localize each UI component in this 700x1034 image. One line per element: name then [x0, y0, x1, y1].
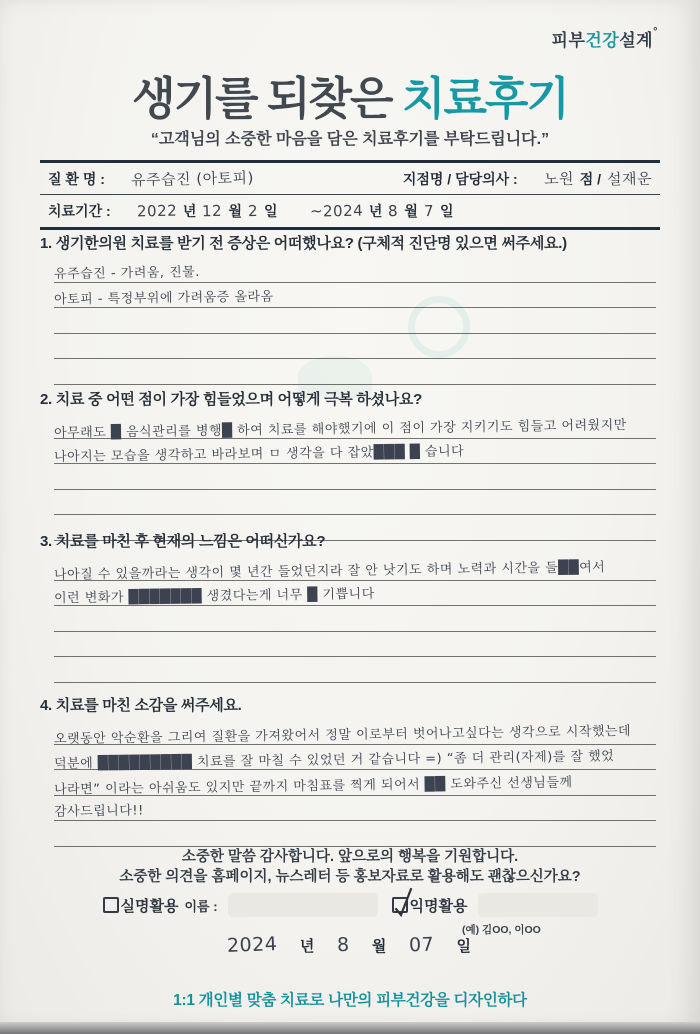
answer-line	[54, 555, 656, 581]
answer-line	[54, 581, 656, 607]
info-row-period	[40, 195, 660, 227]
disease-value-handwritten: 유주습진 (아토피)	[130, 168, 254, 190]
branch-unit: 점 /	[579, 170, 602, 187]
unit-year: 년	[368, 203, 383, 219]
period-end-month: 8	[388, 201, 399, 221]
handwritten-answer: 감사드립니다!!	[53, 803, 144, 820]
handwritten-answer: 유주습진 - 가려움, 진물.	[53, 264, 201, 282]
date-year-handwritten: 2024	[226, 933, 278, 957]
question-text: 치료 중 어떤 점이 가장 힘들었으며 어떻게 극복 하셨나요?	[55, 391, 422, 408]
name-input-box[interactable]	[228, 893, 378, 917]
question-text: 생기한의원 치료를 받기 전 증상은 어떠했나요? (구체적 진단명 있으면 써주세요.)	[55, 235, 567, 252]
answer-line	[54, 257, 656, 283]
answer-line	[54, 413, 656, 439]
unit-year: 년	[299, 938, 315, 955]
question-1-section	[40, 232, 660, 385]
question-text: 치료를 마친 후 현재의 느낌은 어떠신가요?	[55, 533, 326, 550]
period-end-year: 2024	[322, 201, 364, 221]
unit-day: 일	[456, 938, 471, 955]
handwritten-answer: 나아질 수 있을까라는 생각이 몇 년간 들었던지라 잘 안 낫기도 하며 노력과 시간을 들██여서	[53, 559, 606, 583]
anonymous-label: 익명활용	[409, 897, 468, 915]
handwritten-answer: 오랫동안 악순환을 그리여 질환을 가져왔어서 정말 이로부터 벗어나고싶다는 생각으로 시작했는데	[53, 723, 632, 747]
answer-line	[54, 606, 656, 632]
period-tilde: ~	[309, 201, 323, 221]
thanks-line-2: 소중한 의견을 홈페이지, 뉴스레터 등 홍보자료로 활용해도 괜찮으신가요?	[119, 868, 581, 885]
handwritten-answer: 나라면” 이라는 아쉬움도 있지만 끝까지 마침표를 찍게 되어서 ██ 도와주신 선생님들께	[53, 774, 573, 798]
patient-info-table	[40, 160, 660, 230]
handwritten-answer: 아무래도 █ 음식관리를 병행█ 하여 치료를 해야했기에 이 점이 가장 지키기도 힘들고 어려웠지만	[53, 417, 627, 441]
unit-month: 월	[371, 938, 387, 955]
answer-line	[54, 283, 656, 309]
title-accent: 치료후기	[401, 73, 568, 124]
question-number: 3.	[40, 533, 52, 550]
handwritten-answer: 덕분에 █████████ 치료를 잘 마칠 수 있었던 거 같습니다 =) “좀 더 관리(자제)를 잘 했었	[53, 749, 615, 772]
handwritten-answer: 나아지는 모습을 생각하고 바라보며 ㅁ 생각을 다 잡았███ █ 습니다	[53, 444, 465, 465]
branch-doctor-label: 지점명 / 담당의사 :	[402, 170, 518, 187]
answer-line	[54, 490, 656, 516]
question-number: 4.	[40, 697, 52, 714]
logo-accent-text: 건강	[585, 31, 620, 50]
date-day-handwritten: 07	[408, 933, 435, 957]
unit-day: 일	[440, 203, 454, 219]
name-field-label: 이름 :	[184, 898, 218, 914]
question-text: 치료를 마친 소감을 써주세요.	[55, 697, 242, 714]
branch-value-handwritten: 노원	[543, 169, 574, 189]
question-3-section	[40, 530, 660, 683]
answer-line	[54, 308, 656, 334]
question-1-title	[40, 232, 660, 253]
anonymous-example-text: (예) 김OO, 이OO	[462, 924, 541, 936]
logo-text: 피부	[551, 31, 586, 50]
logo-degree-mark: °	[653, 26, 658, 38]
consent-options	[0, 893, 700, 917]
period-start-month: 12	[202, 201, 223, 221]
handwritten-answer: 이런 변화가 ███████ 생겼다는게 너무 █ 기쁩니다	[53, 586, 375, 607]
question-4-title	[40, 694, 660, 715]
unit-year: 년	[182, 203, 197, 219]
doctor-value-handwritten: 설재운	[606, 169, 653, 189]
answer-line	[54, 719, 656, 745]
real-name-label: 실명활용	[120, 897, 179, 915]
question-4-section	[40, 694, 660, 847]
photo-bottom-edge	[0, 1022, 700, 1034]
logo-text-suffix: 설계	[619, 31, 654, 50]
thanks-text	[0, 848, 700, 887]
title-prefix: 생기를 되찾은	[132, 73, 402, 124]
page-title	[0, 62, 700, 127]
info-row-disease	[40, 163, 660, 195]
answer-line	[54, 745, 656, 771]
period-label: 치료기간 :	[48, 203, 111, 219]
period-start-year: 2022	[136, 201, 178, 221]
unit-day: 일	[264, 203, 278, 219]
period-start-day: 2	[247, 201, 259, 221]
answer-line	[54, 632, 656, 658]
brand-logo	[552, 26, 658, 51]
answer-line	[54, 464, 656, 490]
anonymous-checkbox[interactable]	[392, 897, 408, 913]
question-3-title	[40, 530, 660, 551]
page-subtitle: “고객님의 소중한 마음을 담은 치료후기를 부탁드립니다.”	[150, 131, 550, 148]
footer-slogan: 1:1 개인별 맞춤 치료로 나만의 피부건강을 디자인하다	[173, 992, 527, 1009]
real-name-checkbox[interactable]	[103, 897, 119, 913]
question-2-title	[40, 388, 660, 409]
answer-line	[54, 821, 656, 847]
question-2-section	[40, 388, 660, 541]
answer-line	[54, 334, 656, 360]
answer-line	[54, 359, 656, 385]
period-end-day: 7	[423, 201, 435, 221]
handwritten-answer: 아토피 - 특정부위에 가려움증 올라옴	[53, 289, 274, 308]
unit-month: 월	[404, 203, 418, 219]
question-number: 2.	[40, 391, 52, 408]
question-number: 1.	[40, 235, 52, 252]
thanks-line-1: 소중한 말씀 감사합니다. 앞으로의 행복을 기원합니다.	[181, 849, 519, 865]
answer-line	[54, 657, 656, 683]
anonymous-input-box[interactable]	[478, 893, 598, 917]
handwritten-check-icon	[391, 885, 417, 919]
anonymous-option	[392, 893, 598, 917]
disease-label: 질 환 명 :	[48, 170, 105, 187]
real-name-option	[103, 893, 378, 917]
answer-line	[54, 439, 656, 465]
date-month-handwritten: 8	[336, 933, 350, 957]
answer-line	[54, 770, 656, 796]
answer-line	[54, 796, 656, 822]
unit-month: 월	[228, 203, 242, 219]
signature-date	[0, 934, 700, 956]
